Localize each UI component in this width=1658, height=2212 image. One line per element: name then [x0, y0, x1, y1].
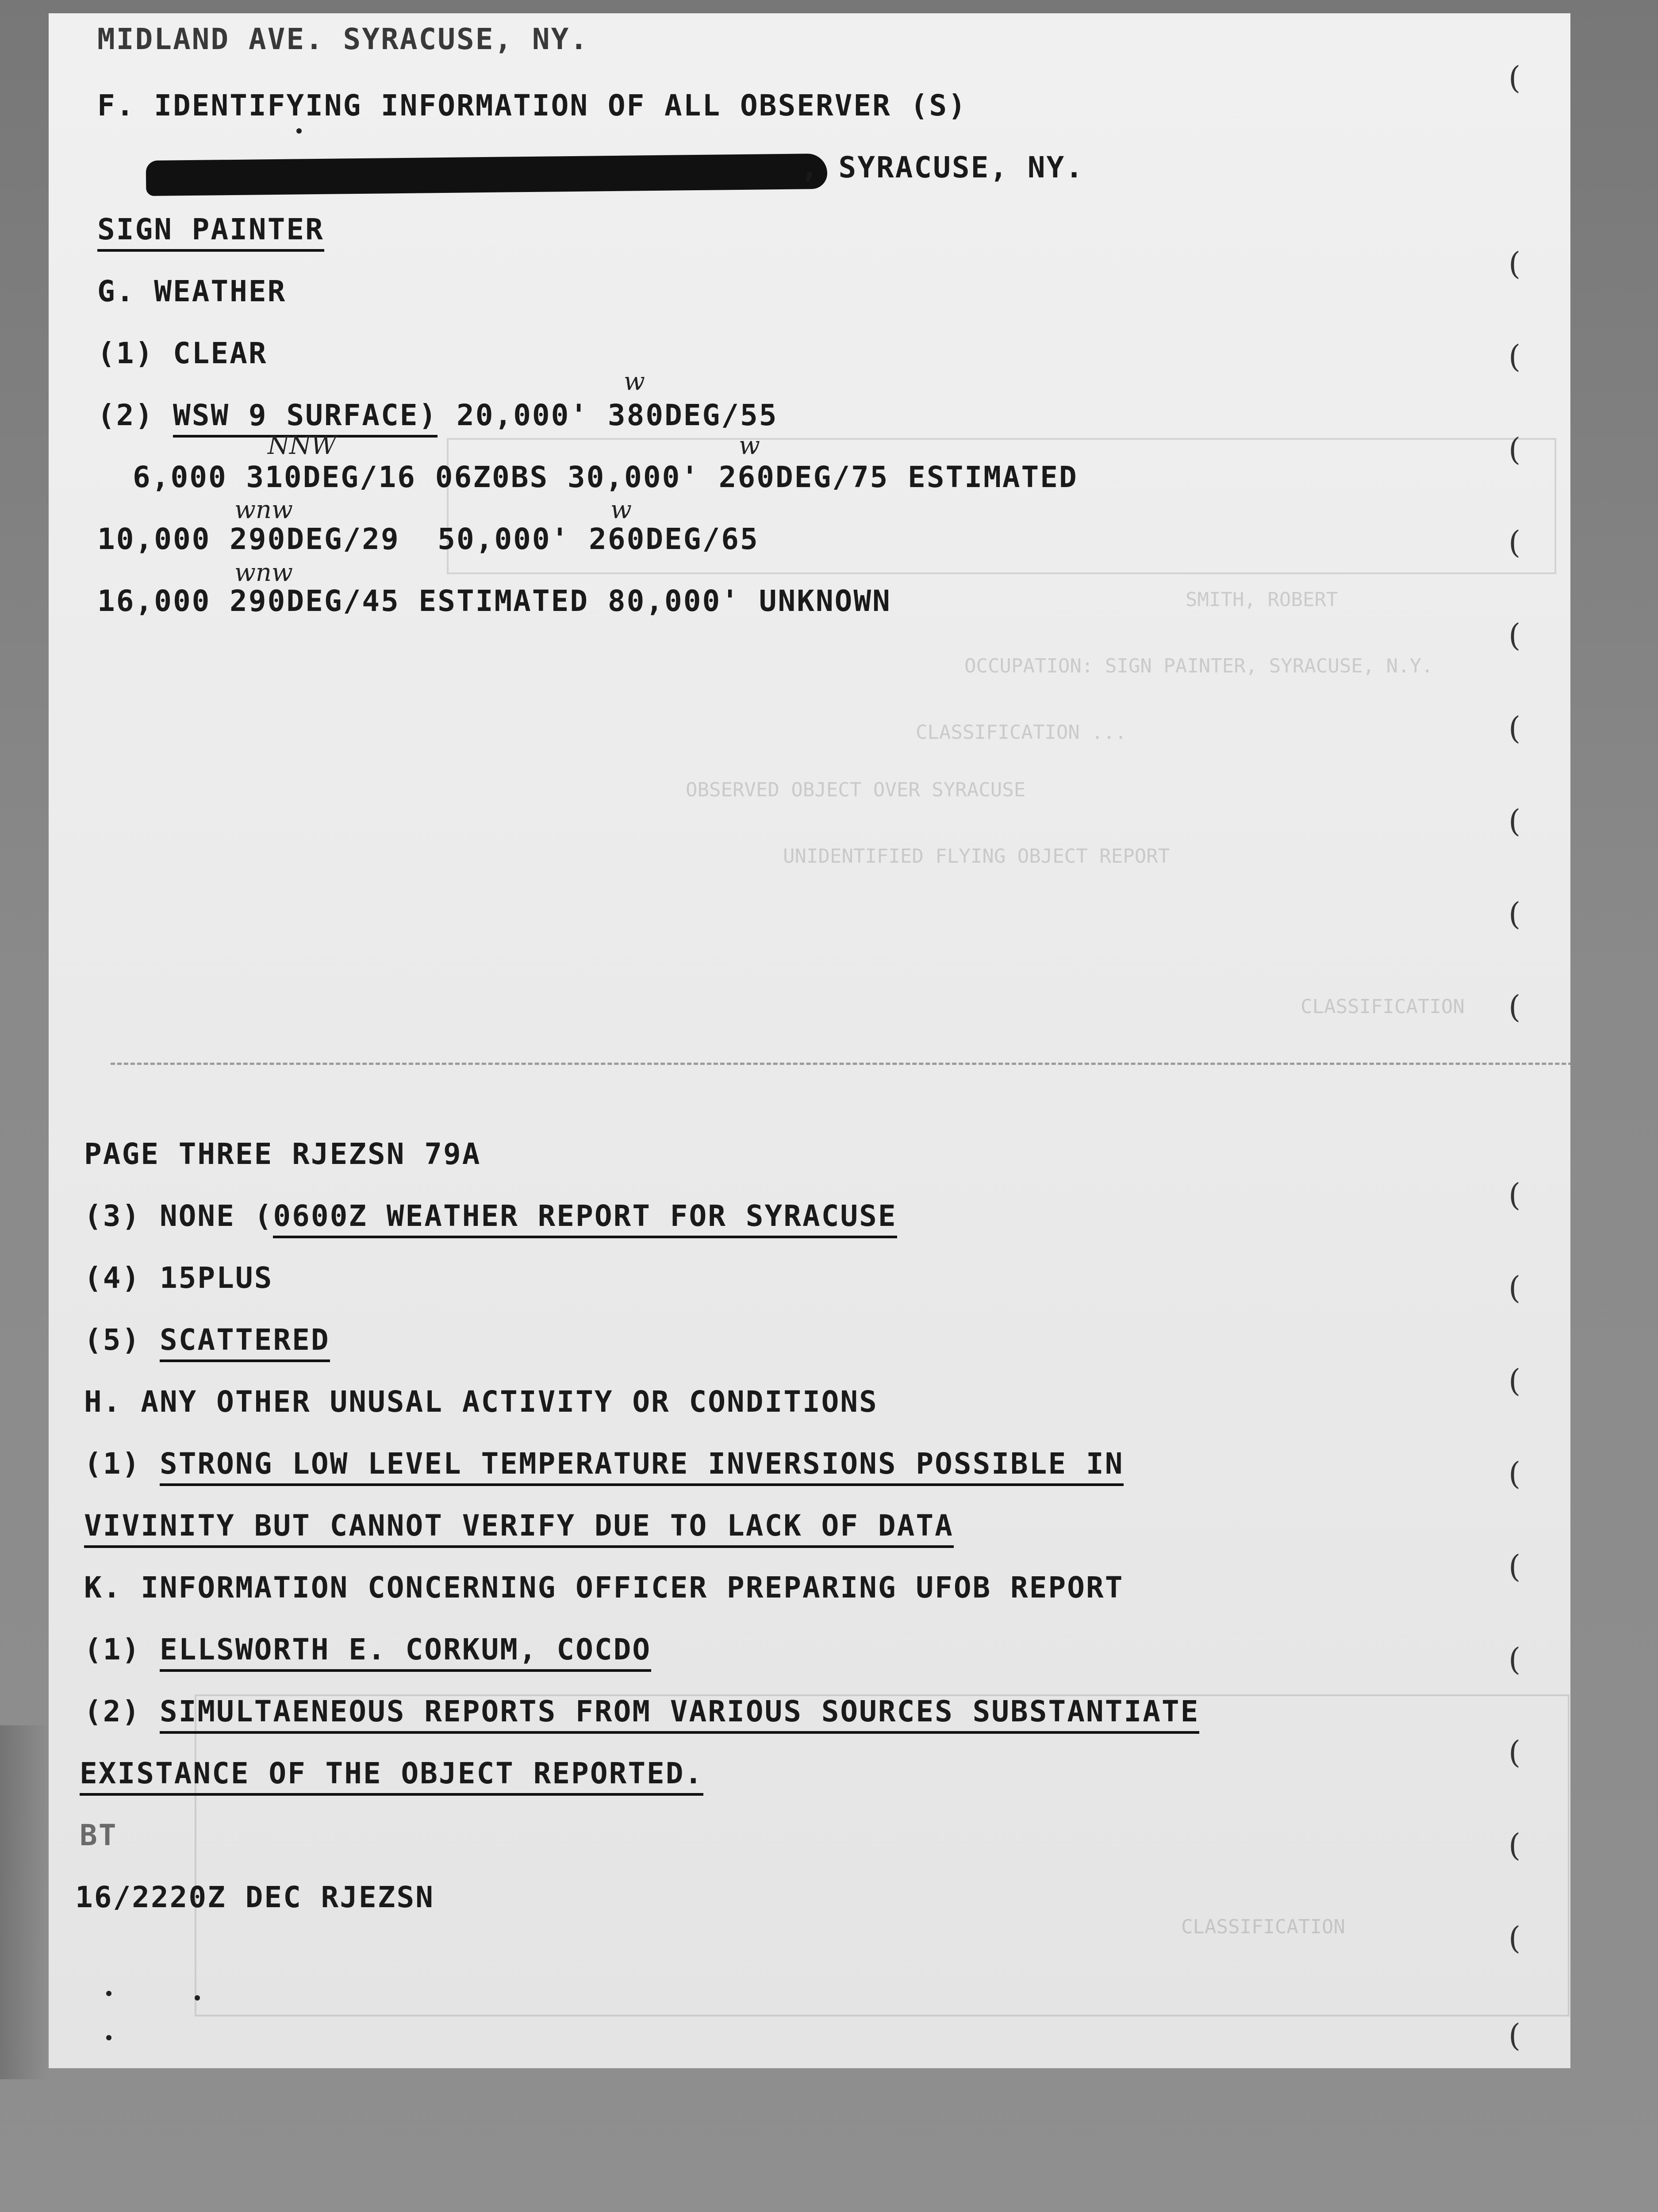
conditions-item-1-line-2: VIVINITY BUT CANNOT VERIFY DUE TO LACK OF DATA [84, 1509, 954, 1543]
weather-item-1: (1) CLEAR [97, 336, 268, 370]
section-k-heading: K. INFORMATION CONCERNING OFFICER PREPARING UFOB REPORT [84, 1571, 1124, 1605]
margin-mark: ( [1508, 60, 1521, 96]
margin-mark: ( [1508, 989, 1521, 1025]
officer-name: (1) ELLSWORTH E. CORKUM, COCDO [84, 1632, 651, 1667]
margin-mark: ( [1508, 1455, 1521, 1492]
date-time-group: 16/2220Z DEC RJEZSN [75, 1880, 434, 1914]
handwritten-wnw-annotation: wnw [234, 495, 293, 524]
header-cutoff-text: MIDLAND AVE. SYRACUSE, NY. [97, 22, 589, 56]
page-three-heading: PAGE THREE RJEZSN 79A [84, 1137, 481, 1171]
fold-line [111, 1063, 1570, 1065]
observer-location: , SYRACUSE, NY. [801, 150, 1085, 184]
edge-smudge [0, 1725, 49, 2079]
margin-mark: ( [1508, 1363, 1521, 1399]
stray-mark [106, 1991, 111, 1996]
margin-mark: ( [1508, 1270, 1521, 1306]
winds-aloft-line-3: 10,000 290DEG/29 50,000' 260DEG/65 [97, 522, 759, 556]
officer-comment-line-1: (2) SIMULTAENEOUS REPORTS FROM VARIOUS SOURCES SUBSTANTIATE [84, 1694, 1199, 1728]
margin-mark: ( [1508, 1177, 1521, 1213]
handwritten-wnw-annotation: wnw [234, 558, 293, 587]
redaction-bar [146, 154, 828, 196]
section-f-heading: F. IDENTIFYING INFORMATION OF ALL OBSERVER (S) [97, 88, 967, 123]
margin-mark: ( [1508, 1827, 1521, 1863]
stray-mark [195, 1995, 200, 2001]
handwritten-w-annotation: w [610, 495, 632, 524]
margin-mark: ( [1508, 431, 1521, 468]
margin-mark: ( [1508, 2017, 1521, 2054]
teletype-page [49, 13, 1570, 2068]
handwritten-w-annotation: w [624, 367, 645, 396]
conditions-item-1-line-1: (1) STRONG LOW LEVEL TEMPERATURE INVERSIONS POSSIBLE IN [84, 1447, 1124, 1481]
officer-comment-line-2: EXISTANCE OF THE OBJECT REPORTED. [80, 1756, 703, 1790]
margin-mark: ( [1508, 524, 1521, 561]
winds-aloft-line-4: 16,000 290DEG/45 ESTIMATED 80,000' UNKNOWN [97, 584, 891, 618]
margin-mark: ( [1508, 1920, 1521, 1956]
weather-item-4: (4) 15PLUS [84, 1261, 273, 1295]
margin-mark: ( [1508, 1641, 1521, 1678]
handwritten-nnw-annotation: NNW [268, 431, 337, 460]
margin-mark: ( [1508, 617, 1521, 653]
winds-aloft-line-2: 6,000 310DEG/16 06Z0BS 30,000' 260DEG/75 ESTIMATED [133, 460, 1078, 494]
margin-mark: ( [1508, 803, 1521, 839]
weather-item-5: (5) SCATTERED [84, 1323, 330, 1357]
margin-mark: ( [1508, 710, 1521, 746]
weather-item-2: (2) WSW 9 SURFACE) 20,000' 380DEG/55 [97, 398, 778, 432]
observer-occupation: SIGN PAINTER [97, 212, 324, 246]
stray-mark [296, 128, 302, 134]
margin-mark: ( [1508, 1734, 1521, 1770]
weather-item-3: (3) NONE (0600Z WEATHER REPORT FOR SYRACUSE [84, 1199, 897, 1233]
break-marker: BT [80, 1818, 118, 1852]
section-g-heading: G. WEATHER [97, 274, 287, 308]
margin-mark: ( [1508, 896, 1521, 932]
margin-mark: ( [1508, 338, 1521, 375]
stray-mark [106, 2035, 111, 2040]
margin-mark: ( [1508, 1548, 1521, 1585]
margin-mark: ( [1508, 246, 1521, 282]
section-h-heading: H. ANY OTHER UNUSAL ACTIVITY OR CONDITIONS [84, 1385, 878, 1419]
bleed-through-form: SMITH, ROBERT OCCUPATION: SIGN PAINTER, SYRACUSE, N.Y. CLASSIFICATION ... OBSERVED OBJECT OVER SYRACUSE UNIDENTIFIED FLYING OBJECT REPORT CLASSIFICATION CLASSIFICATION [49, 13, 1570, 2068]
handwritten-w-annotation: w [739, 431, 760, 460]
